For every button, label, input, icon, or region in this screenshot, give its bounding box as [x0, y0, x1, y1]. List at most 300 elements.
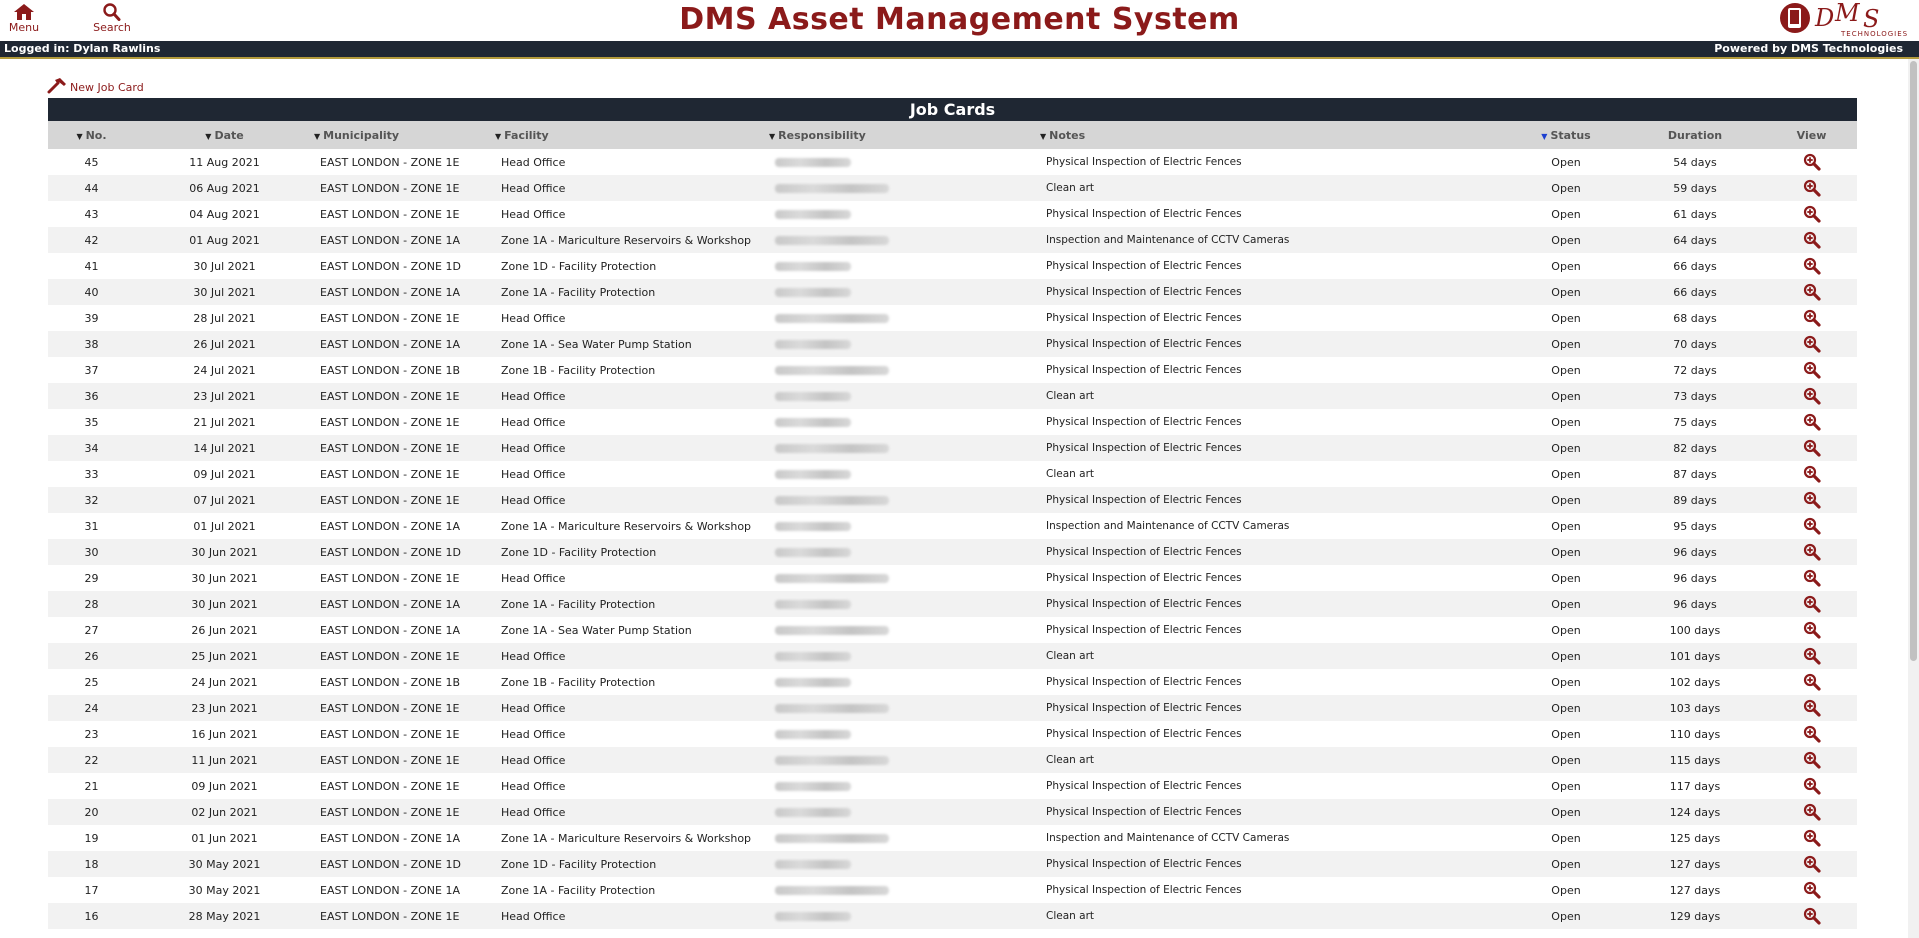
zoom-in-icon[interactable] [1803, 231, 1821, 249]
cell-date: 09 Jul 2021 [193, 467, 256, 481]
cell-date: 26 Jul 2021 [193, 337, 256, 351]
cell-municipality: EAST LONDON - ZONE 1A [320, 883, 461, 897]
column-header-no[interactable]: ▼ No. [48, 121, 135, 149]
cell-responsibility [769, 851, 1040, 877]
cell-no: 21 [84, 779, 99, 793]
cell-status: Open [1551, 623, 1581, 637]
cell-facility: Head Office [501, 389, 566, 403]
cell-responsibility [769, 383, 1040, 409]
cell-responsibility [769, 539, 1040, 565]
cell-notes: Physical Inspection of Electric Fences [1046, 728, 1242, 740]
cell-status: Open [1551, 675, 1581, 689]
cell-facility: Zone 1A - Sea Water Pump Station [501, 623, 692, 637]
cell-no: 35 [84, 415, 99, 429]
cell-notes: Physical Inspection of Electric Fences [1046, 260, 1242, 272]
cell-status: Open [1551, 415, 1581, 429]
cell-status: Open [1551, 727, 1581, 741]
cell-municipality: EAST LONDON - ZONE 1E [320, 493, 460, 507]
job-cards-title: Job Cards [48, 98, 1857, 121]
cell-municipality: EAST LONDON - ZONE 1E [320, 311, 460, 325]
zoom-in-icon[interactable] [1803, 569, 1821, 587]
zoom-in-icon[interactable] [1803, 465, 1821, 483]
cell-facility: Head Office [501, 415, 566, 429]
cell-date: 30 Jul 2021 [193, 259, 256, 273]
cell-no: 30 [84, 545, 99, 559]
cell-municipality: EAST LONDON - ZONE 1E [320, 805, 460, 819]
table-row[interactable] [48, 539, 1857, 565]
cell-view [1766, 825, 1857, 851]
cell-responsibility [769, 773, 1040, 799]
sort-arrow-icon: ▼ [205, 131, 212, 141]
cell-facility: Head Office [501, 649, 566, 663]
cell-no: 26 [84, 649, 99, 663]
cell-municipality: EAST LONDON - ZONE 1A [320, 623, 461, 637]
zoom-in-icon[interactable] [1803, 387, 1821, 405]
cell-facility: Zone 1D - Facility Protection [501, 857, 657, 871]
column-header-notes[interactable]: ▼ Notes [1040, 121, 1508, 149]
cell-municipality: EAST LONDON - ZONE 1E [320, 207, 460, 221]
sort-arrow-icon: ▼ [495, 131, 502, 141]
cell-date: 26 Jun 2021 [191, 623, 258, 637]
table-row[interactable] [48, 305, 1857, 331]
table-row[interactable] [48, 279, 1857, 305]
svg-text:D: D [1815, 4, 1835, 32]
cell-date: 09 Jun 2021 [191, 779, 258, 793]
search-icon [102, 3, 122, 21]
app-title: DMS Asset Management System [679, 2, 1240, 37]
cell-notes: Physical Inspection of Electric Fences [1046, 338, 1242, 350]
cell-date: 01 Aug 2021 [189, 233, 260, 247]
cell-facility: Head Office [501, 909, 566, 923]
job-cards-table [48, 121, 1857, 929]
column-header-facility[interactable]: ▼ Facility [495, 121, 769, 149]
cell-municipality: EAST LONDON - ZONE 1A [320, 233, 461, 247]
cell-responsibility [769, 591, 1040, 617]
cell-notes: Physical Inspection of Electric Fences [1046, 884, 1242, 896]
table-row[interactable] [48, 903, 1857, 929]
zoom-in-icon[interactable] [1803, 855, 1821, 873]
cell-no: 22 [84, 753, 99, 767]
zoom-in-icon[interactable] [1803, 439, 1821, 457]
cell-duration: 100 days [1669, 623, 1721, 637]
zoom-in-icon[interactable] [1803, 803, 1821, 821]
cell-facility: Head Office [501, 701, 566, 715]
cell-status: Open [1551, 155, 1581, 169]
cell-date: 07 Jul 2021 [193, 493, 256, 507]
search-button[interactable] [92, 3, 132, 34]
cell-duration: 129 days [1669, 909, 1721, 923]
cell-no: 42 [84, 233, 99, 247]
sort-arrow-icon: ▼ [769, 131, 776, 141]
cell-date: 30 Jun 2021 [191, 545, 258, 559]
zoom-in-icon[interactable] [1803, 907, 1821, 925]
search-label: Search [93, 21, 131, 34]
cell-duration: 75 days [1673, 415, 1717, 429]
cell-notes: Physical Inspection of Electric Fences [1046, 312, 1242, 324]
table-row[interactable] [48, 565, 1857, 591]
cell-view [1766, 851, 1857, 877]
svg-text:M: M [1835, 1, 1860, 27]
cell-responsibility [769, 799, 1040, 825]
cell-view [1766, 773, 1857, 799]
column-header-date[interactable]: ▼ Date [135, 121, 314, 149]
cell-notes: Physical Inspection of Electric Fences [1046, 676, 1242, 688]
cell-responsibility [769, 643, 1040, 669]
zoom-in-icon[interactable] [1803, 335, 1821, 353]
cell-view [1766, 877, 1857, 903]
zoom-in-icon[interactable] [1803, 491, 1821, 509]
cell-facility: Head Office [501, 779, 566, 793]
redacted-name [775, 652, 851, 661]
table-row[interactable] [48, 331, 1857, 357]
zoom-in-icon[interactable] [1803, 751, 1821, 769]
cell-municipality: EAST LONDON - ZONE 1E [320, 441, 460, 455]
table-row[interactable] [48, 409, 1857, 435]
redacted-name [775, 470, 851, 479]
cell-status: Open [1551, 207, 1581, 221]
column-header-view: View [1766, 121, 1857, 149]
cell-status: Open [1551, 909, 1581, 923]
cell-duration: 54 days [1673, 155, 1717, 169]
cell-facility: Zone 1A - Mariculture Reservoirs & Workshop [501, 831, 752, 845]
cell-municipality: EAST LONDON - ZONE 1A [320, 597, 461, 611]
redacted-name [775, 288, 851, 297]
table-row[interactable] [48, 591, 1857, 617]
cell-no: 34 [84, 441, 99, 455]
cell-duration: 59 days [1673, 181, 1717, 195]
cell-facility: Zone 1A - Facility Protection [501, 883, 656, 897]
sort-arrow-icon: ▼ [76, 131, 83, 141]
cell-responsibility [769, 279, 1040, 305]
cell-date: 21 Jul 2021 [193, 415, 256, 429]
zoom-in-icon[interactable] [1803, 543, 1821, 561]
zoom-in-icon[interactable] [1803, 699, 1821, 717]
cell-duration: 101 days [1669, 649, 1721, 663]
cell-status: Open [1551, 649, 1581, 663]
zoom-in-icon[interactable] [1803, 829, 1821, 847]
redacted-name [775, 418, 851, 427]
cell-responsibility [769, 253, 1040, 279]
status-bar [0, 41, 1919, 57]
cell-status: Open [1551, 545, 1581, 559]
zoom-in-icon[interactable] [1803, 205, 1821, 223]
cell-facility: Head Office [501, 181, 566, 195]
cell-no: 18 [84, 857, 99, 871]
redacted-name [775, 808, 851, 817]
zoom-in-icon[interactable] [1803, 517, 1821, 535]
cell-duration: 95 days [1673, 519, 1717, 533]
cell-responsibility [769, 513, 1040, 539]
table-row[interactable] [48, 461, 1857, 487]
cell-municipality: EAST LONDON - ZONE 1A [320, 337, 461, 351]
redacted-name [775, 574, 889, 583]
redacted-name [775, 262, 851, 271]
cell-notes: Inspection and Maintenance of CCTV Cameras [1046, 520, 1290, 532]
cell-no: 32 [84, 493, 99, 507]
cell-duration: 127 days [1669, 883, 1721, 897]
cell-notes: Physical Inspection of Electric Fences [1046, 780, 1242, 792]
table-row[interactable] [48, 877, 1857, 903]
cell-duration: 96 days [1673, 545, 1717, 559]
page-scrollbar[interactable] [1908, 59, 1919, 938]
redacted-name [775, 704, 889, 713]
cell-facility: Head Office [501, 311, 566, 325]
table-row[interactable] [48, 253, 1857, 279]
cell-view [1766, 409, 1857, 435]
cell-municipality: EAST LONDON - ZONE 1D [320, 857, 461, 871]
powered-by: Powered by DMS Technologies [1714, 42, 1903, 55]
job-cards-table-container [48, 121, 1857, 929]
cell-view [1766, 175, 1857, 201]
cell-no: 17 [84, 883, 99, 897]
cell-responsibility [769, 877, 1040, 903]
table-row[interactable] [48, 799, 1857, 825]
redacted-name [775, 600, 851, 609]
table-row[interactable] [48, 149, 1857, 175]
cell-facility: Head Office [501, 441, 566, 455]
zoom-in-icon[interactable] [1803, 361, 1821, 379]
table-row[interactable] [48, 617, 1857, 643]
cell-municipality: EAST LONDON - ZONE 1A [320, 285, 461, 299]
cell-notes: Physical Inspection of Electric Fences [1046, 442, 1242, 454]
zoom-in-icon[interactable] [1803, 647, 1821, 665]
cell-notes: Physical Inspection of Electric Fences [1046, 572, 1242, 584]
cell-status: Open [1551, 883, 1581, 897]
cell-notes: Physical Inspection of Electric Fences [1046, 416, 1242, 428]
zoom-in-icon[interactable] [1803, 673, 1821, 691]
accent-divider [0, 57, 1919, 59]
cell-date: 30 May 2021 [188, 857, 261, 871]
cell-notes: Physical Inspection of Electric Fences [1046, 598, 1242, 610]
cell-facility: Zone 1A - Mariculture Reservoirs & Workshop [501, 519, 752, 533]
zoom-in-icon[interactable] [1803, 257, 1821, 275]
redacted-name [775, 392, 851, 401]
dms-logo [1777, 1, 1907, 38]
cell-municipality: EAST LONDON - ZONE 1E [320, 909, 460, 923]
cell-responsibility [769, 825, 1040, 851]
cell-duration: 66 days [1673, 285, 1717, 299]
cell-notes: Clean art [1046, 390, 1095, 402]
cell-date: 02 Jun 2021 [191, 805, 258, 819]
cell-view [1766, 279, 1857, 305]
cell-date: 30 Jun 2021 [191, 571, 258, 585]
column-header-status[interactable]: ▼ Status [1508, 121, 1624, 149]
cell-no: 23 [84, 727, 99, 741]
cell-facility: Head Office [501, 207, 566, 221]
table-row[interactable] [48, 227, 1857, 253]
cell-no: 40 [84, 285, 99, 299]
zoom-in-icon[interactable] [1803, 413, 1821, 431]
cell-status: Open [1551, 753, 1581, 767]
cell-date: 24 Jul 2021 [193, 363, 256, 377]
table-row[interactable] [48, 487, 1857, 513]
table-row[interactable] [48, 643, 1857, 669]
cell-facility: Head Office [501, 753, 566, 767]
redacted-name [775, 314, 889, 323]
table-row[interactable] [48, 825, 1857, 851]
cell-status: Open [1551, 857, 1581, 871]
cell-facility: Head Office [501, 571, 566, 585]
cell-facility: Zone 1A - Facility Protection [501, 597, 656, 611]
cell-responsibility [769, 487, 1040, 513]
redacted-name [775, 210, 851, 219]
logged-in-user: Logged in: Dylan Rawlins [4, 42, 161, 55]
cell-responsibility [769, 175, 1040, 201]
cell-view [1766, 799, 1857, 825]
cell-duration: 64 days [1673, 233, 1717, 247]
cell-status: Open [1551, 389, 1581, 403]
cell-no: 33 [84, 467, 99, 481]
cell-notes: Clean art [1046, 650, 1095, 662]
cell-no: 19 [84, 831, 99, 845]
column-header-responsibility[interactable]: ▼ Responsibility [769, 121, 1040, 149]
cell-municipality: EAST LONDON - ZONE 1E [320, 649, 460, 663]
cell-view [1766, 617, 1857, 643]
cell-view [1766, 357, 1857, 383]
table-row[interactable] [48, 201, 1857, 227]
zoom-in-icon[interactable] [1803, 595, 1821, 613]
redacted-name [775, 756, 889, 765]
cell-status: Open [1551, 571, 1581, 585]
cell-notes: Clean art [1046, 468, 1095, 480]
cell-view [1766, 305, 1857, 331]
cell-no: 36 [84, 389, 99, 403]
table-row[interactable] [48, 669, 1857, 695]
cell-duration: 127 days [1669, 857, 1721, 871]
redacted-name [775, 444, 889, 453]
svg-text:TECHNOLOGIES: TECHNOLOGIES [1841, 30, 1907, 38]
table-row[interactable] [48, 357, 1857, 383]
table-row[interactable] [48, 383, 1857, 409]
cell-no: 41 [84, 259, 99, 273]
cell-view [1766, 643, 1857, 669]
cell-status: Open [1551, 779, 1581, 793]
cell-duration: 96 days [1673, 597, 1717, 611]
table-row[interactable] [48, 513, 1857, 539]
table-row[interactable] [48, 721, 1857, 747]
zoom-in-icon[interactable] [1803, 621, 1821, 639]
cell-no: 45 [84, 155, 99, 169]
cell-notes: Physical Inspection of Electric Fences [1046, 286, 1242, 298]
cell-status: Open [1551, 259, 1581, 273]
cell-responsibility [769, 721, 1040, 747]
cell-municipality: EAST LONDON - ZONE 1E [320, 155, 460, 169]
cell-view [1766, 903, 1857, 929]
zoom-in-icon[interactable] [1803, 283, 1821, 301]
cell-status: Open [1551, 831, 1581, 845]
zoom-in-icon[interactable] [1803, 725, 1821, 743]
cell-facility: Head Office [501, 805, 566, 819]
zoom-in-icon[interactable] [1803, 881, 1821, 899]
cell-view [1766, 747, 1857, 773]
cell-duration: 124 days [1669, 805, 1721, 819]
menu-button[interactable] [4, 3, 44, 34]
redacted-name [775, 886, 889, 895]
cell-date: 23 Jul 2021 [193, 389, 256, 403]
cell-facility: Zone 1A - Sea Water Pump Station [501, 337, 692, 351]
cell-municipality: EAST LONDON - ZONE 1E [320, 389, 460, 403]
cell-no: 24 [84, 701, 99, 715]
cell-duration: 72 days [1673, 363, 1717, 377]
table-row[interactable] [48, 747, 1857, 773]
zoom-in-icon[interactable] [1803, 153, 1821, 171]
cell-facility: Zone 1B - Facility Protection [501, 363, 656, 377]
cell-view [1766, 149, 1857, 175]
table-row[interactable] [48, 695, 1857, 721]
cell-facility: Zone 1D - Facility Protection [501, 259, 657, 273]
new-job-card-link[interactable] [47, 78, 144, 94]
cell-municipality: EAST LONDON - ZONE 1E [320, 779, 460, 793]
cell-responsibility [769, 409, 1040, 435]
redacted-name [775, 912, 851, 921]
cell-view [1766, 721, 1857, 747]
cell-date: 30 May 2021 [188, 883, 261, 897]
table-row[interactable] [48, 175, 1857, 201]
cell-date: 01 Jul 2021 [193, 519, 256, 533]
zoom-in-icon[interactable] [1803, 777, 1821, 795]
cell-date: 30 Jul 2021 [193, 285, 256, 299]
cell-notes: Clean art [1046, 182, 1095, 194]
column-header-duration: Duration [1624, 121, 1766, 149]
scrollbar-thumb[interactable] [1910, 61, 1917, 661]
table-row[interactable] [48, 851, 1857, 877]
cell-notes: Physical Inspection of Electric Fences [1046, 364, 1242, 376]
cell-status: Open [1551, 519, 1581, 533]
column-header-municipality[interactable]: ▼ Municipality [314, 121, 495, 149]
cell-municipality: EAST LONDON - ZONE 1E [320, 727, 460, 741]
cell-municipality: EAST LONDON - ZONE 1A [320, 831, 461, 845]
cell-municipality: EAST LONDON - ZONE 1E [320, 467, 460, 481]
table-row[interactable] [48, 773, 1857, 799]
cell-facility: Head Office [501, 493, 566, 507]
cell-notes: Physical Inspection of Electric Fences [1046, 208, 1242, 220]
cell-view [1766, 461, 1857, 487]
cell-responsibility [769, 149, 1040, 175]
redacted-name [775, 366, 889, 375]
table-row[interactable] [48, 435, 1857, 461]
cell-view [1766, 669, 1857, 695]
cell-notes: Physical Inspection of Electric Fences [1046, 494, 1242, 506]
cell-notes: Clean art [1046, 910, 1095, 922]
cell-date: 23 Jun 2021 [191, 701, 258, 715]
cell-notes: Physical Inspection of Electric Fences [1046, 546, 1242, 558]
cell-duration: 61 days [1673, 207, 1717, 221]
cell-no: 16 [84, 909, 99, 923]
cell-view [1766, 383, 1857, 409]
top-bar [0, 0, 1919, 41]
cell-facility: Zone 1A - Facility Protection [501, 285, 656, 299]
zoom-in-icon[interactable] [1803, 179, 1821, 197]
cell-no: 20 [84, 805, 99, 819]
redacted-name [775, 860, 851, 869]
cell-view [1766, 591, 1857, 617]
cell-responsibility [769, 903, 1040, 929]
cell-responsibility [769, 357, 1040, 383]
cell-status: Open [1551, 701, 1581, 715]
cell-status: Open [1551, 285, 1581, 299]
sort-arrow-icon: ▼ [314, 131, 321, 141]
cell-notes: Physical Inspection of Electric Fences [1046, 156, 1242, 168]
cell-duration: 96 days [1673, 571, 1717, 585]
cell-date: 30 Jun 2021 [191, 597, 258, 611]
cell-notes: Physical Inspection of Electric Fences [1046, 624, 1242, 636]
redacted-name [775, 626, 889, 635]
cell-view [1766, 253, 1857, 279]
cell-status: Open [1551, 181, 1581, 195]
cell-duration: 68 days [1673, 311, 1717, 325]
cell-responsibility [769, 305, 1040, 331]
zoom-in-icon[interactable] [1803, 309, 1821, 327]
